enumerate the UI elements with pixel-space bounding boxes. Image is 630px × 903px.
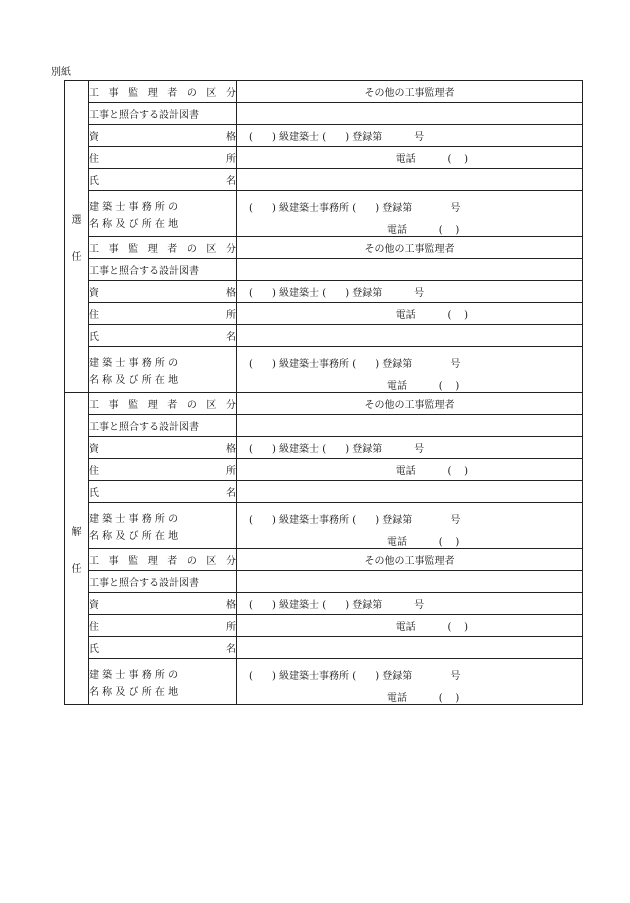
section-side-label (65, 393, 89, 705)
address-phone: 電話 ( ) (395, 466, 468, 477)
qualification-value: ( ) 級建築士 ( ) 登録第 号 (249, 132, 425, 143)
category-label-char: 監 (128, 556, 139, 567)
address-value-cell[interactable] (237, 615, 583, 637)
address-label-cell (89, 147, 237, 169)
qualification-value-cell[interactable] (237, 281, 583, 303)
category-label-char: 者 (167, 556, 178, 567)
drawings-label-cell (89, 571, 237, 593)
name-label-char: 名 (226, 176, 236, 187)
category-label-char: 者 (167, 244, 178, 255)
office-label-cell (89, 347, 237, 393)
office-label-line: 建 築 士 事 務 所 の (89, 357, 179, 369)
name-label-char: 氏 (89, 488, 99, 499)
qualification-label-char: 格 (226, 444, 236, 455)
office-label-cell (89, 191, 237, 237)
qualification-value-cell[interactable] (237, 593, 583, 615)
qualification-value: ( ) 級建築士 ( ) 登録第 号 (249, 288, 425, 299)
category-label-char: 者 (167, 88, 178, 99)
section-side-char: 選 (71, 214, 82, 226)
address-value-cell[interactable] (237, 303, 583, 325)
qualification-label-char: 資 (89, 288, 99, 299)
address-label-char: 所 (226, 310, 236, 321)
address-label-char: 住 (89, 622, 99, 633)
qualification-value-cell[interactable] (237, 437, 583, 459)
name-value-cell[interactable] (237, 637, 583, 659)
category-label-char: 者 (167, 400, 178, 411)
office-value-cell[interactable] (237, 503, 583, 549)
name-label-char: 名 (226, 488, 236, 499)
category-label-char: 工 (89, 244, 99, 255)
address-label-char: 住 (89, 154, 99, 165)
category-label-cell (89, 393, 237, 415)
address-phone: 電話 ( ) (395, 622, 468, 633)
office-value-cell[interactable] (237, 347, 583, 393)
office-registration: ( ) 級建築士事務所 ( ) 登録第 号 (249, 671, 461, 682)
name-label-cell (89, 169, 237, 191)
drawings-label-cell (89, 259, 237, 281)
name-label-cell (89, 325, 237, 347)
category-label-char: 区 (206, 400, 217, 411)
drawings-label-cell (89, 415, 237, 437)
qualification-label-char: 資 (89, 600, 99, 611)
office-registration: ( ) 級建築士事務所 ( ) 登録第 号 (249, 515, 461, 526)
name-label-char: 氏 (89, 332, 99, 343)
address-label-char: 所 (226, 154, 236, 165)
category-label-char: の (186, 88, 197, 99)
drawings-label: 工事と照合する設計図書 (89, 266, 199, 277)
category-label-char: 理 (147, 556, 158, 567)
name-label-char: 名 (226, 332, 236, 343)
category-label-char: 分 (225, 556, 236, 567)
category-label-char: 事 (108, 556, 119, 567)
category-label-char: の (186, 400, 197, 411)
office-label-line: 名 称 及 び 所 在 地 (89, 686, 179, 698)
category-value-cell[interactable] (237, 393, 583, 415)
name-label-cell (89, 481, 237, 503)
drawings-value-cell[interactable] (237, 259, 583, 281)
qualification-value: ( ) 級建築士 ( ) 登録第 号 (249, 444, 425, 455)
office-value-cell[interactable] (237, 191, 583, 237)
name-value-cell[interactable] (237, 481, 583, 503)
name-label-cell (89, 637, 237, 659)
address-label-char: 住 (89, 466, 99, 477)
office-label-cell (89, 659, 237, 705)
qualification-label-cell (89, 593, 237, 615)
address-phone: 電話 ( ) (395, 154, 468, 165)
qualification-label-cell (89, 281, 237, 303)
qualification-label-char: 格 (226, 600, 236, 611)
address-label-char: 住 (89, 310, 99, 321)
office-registration: ( ) 級建築士事務所 ( ) 登録第 号 (249, 203, 461, 214)
qualification-label-char: 格 (226, 288, 236, 299)
address-value-cell[interactable] (237, 459, 583, 481)
drawings-label: 工事と照合する設計図書 (89, 110, 199, 121)
category-label-char: 事 (108, 88, 119, 99)
category-value: その他の工事監理者 (364, 244, 455, 255)
qualification-label-char: 資 (89, 132, 99, 143)
section-side-char: 解 (71, 526, 82, 538)
category-value-cell[interactable] (237, 549, 583, 571)
address-label-char: 所 (226, 466, 236, 477)
name-value-cell[interactable] (237, 169, 583, 191)
name-label-char: 氏 (89, 176, 99, 187)
office-label-line: 建 築 士 事 務 所 の (89, 513, 179, 525)
office-phone: 電話 ( ) (387, 225, 460, 236)
qualification-value-cell[interactable] (237, 125, 583, 147)
qualification-label-cell (89, 437, 237, 459)
category-label-char: 分 (225, 400, 236, 411)
address-phone: 電話 ( ) (395, 310, 468, 321)
office-label-line: 名 称 及 び 所 在 地 (89, 218, 179, 230)
category-label-cell (89, 549, 237, 571)
category-label-char: 分 (225, 88, 236, 99)
office-registration: ( ) 級建築士事務所 ( ) 登録第 号 (249, 359, 461, 370)
supervisor-form-table (64, 80, 583, 705)
category-label-char: 事 (108, 244, 119, 255)
address-value-cell[interactable] (237, 147, 583, 169)
qualification-label-char: 資 (89, 444, 99, 455)
office-phone: 電話 ( ) (387, 381, 460, 392)
drawings-value-cell[interactable] (237, 571, 583, 593)
name-value-cell[interactable] (237, 325, 583, 347)
category-label-char: 区 (206, 556, 217, 567)
drawings-label: 工事と照合する設計図書 (89, 422, 199, 433)
category-value: その他の工事監理者 (364, 556, 455, 567)
name-label-char: 氏 (89, 644, 99, 655)
office-label-line: 建 築 士 事 務 所 の (89, 201, 179, 213)
category-value-cell[interactable] (237, 237, 583, 259)
category-label-char: 理 (147, 400, 158, 411)
qualification-value: ( ) 級建築士 ( ) 登録第 号 (249, 600, 425, 611)
category-label-char: 区 (206, 88, 217, 99)
category-value: その他の工事監理者 (364, 88, 455, 99)
category-label-char: 工 (89, 88, 99, 99)
category-label-char: 理 (147, 244, 158, 255)
category-label-char: の (186, 244, 197, 255)
office-label-line: 名 称 及 び 所 在 地 (89, 530, 179, 542)
address-label-char: 所 (226, 622, 236, 633)
category-label-cell (89, 237, 237, 259)
category-label-char: 分 (225, 244, 236, 255)
office-phone: 電話 ( ) (387, 537, 460, 548)
category-value-cell[interactable] (237, 81, 583, 103)
category-label-char: 区 (206, 244, 217, 255)
office-value-cell[interactable] (237, 659, 583, 705)
category-label-char: 理 (147, 88, 158, 99)
drawings-label: 工事と照合する設計図書 (89, 578, 199, 589)
drawings-label-cell (89, 103, 237, 125)
qualification-label-cell (89, 125, 237, 147)
category-label-char: 事 (108, 400, 119, 411)
qualification-label-char: 格 (226, 132, 236, 143)
category-label-char: 工 (89, 556, 99, 567)
section-side-char: 任 (71, 563, 82, 575)
section-side-label (65, 81, 89, 393)
address-label-cell (89, 615, 237, 637)
category-label-char: 監 (128, 244, 139, 255)
category-value: その他の工事監理者 (364, 400, 455, 411)
office-label-line: 建 築 士 事 務 所 の (89, 669, 179, 681)
category-label-char: 工 (89, 400, 99, 411)
office-phone: 電話 ( ) (387, 693, 460, 704)
drawings-value-cell[interactable] (237, 415, 583, 437)
address-label-cell (89, 303, 237, 325)
attachment-label: 別紙 (51, 67, 71, 78)
category-label-cell (89, 81, 237, 103)
drawings-value-cell[interactable] (237, 103, 583, 125)
category-label-char: 監 (128, 400, 139, 411)
name-label-char: 名 (226, 644, 236, 655)
category-label-char: 監 (128, 88, 139, 99)
section-side-char: 任 (71, 251, 82, 263)
office-label-cell (89, 503, 237, 549)
category-label-char: の (186, 556, 197, 567)
address-label-cell (89, 459, 237, 481)
office-label-line: 名 称 及 び 所 在 地 (89, 374, 179, 386)
